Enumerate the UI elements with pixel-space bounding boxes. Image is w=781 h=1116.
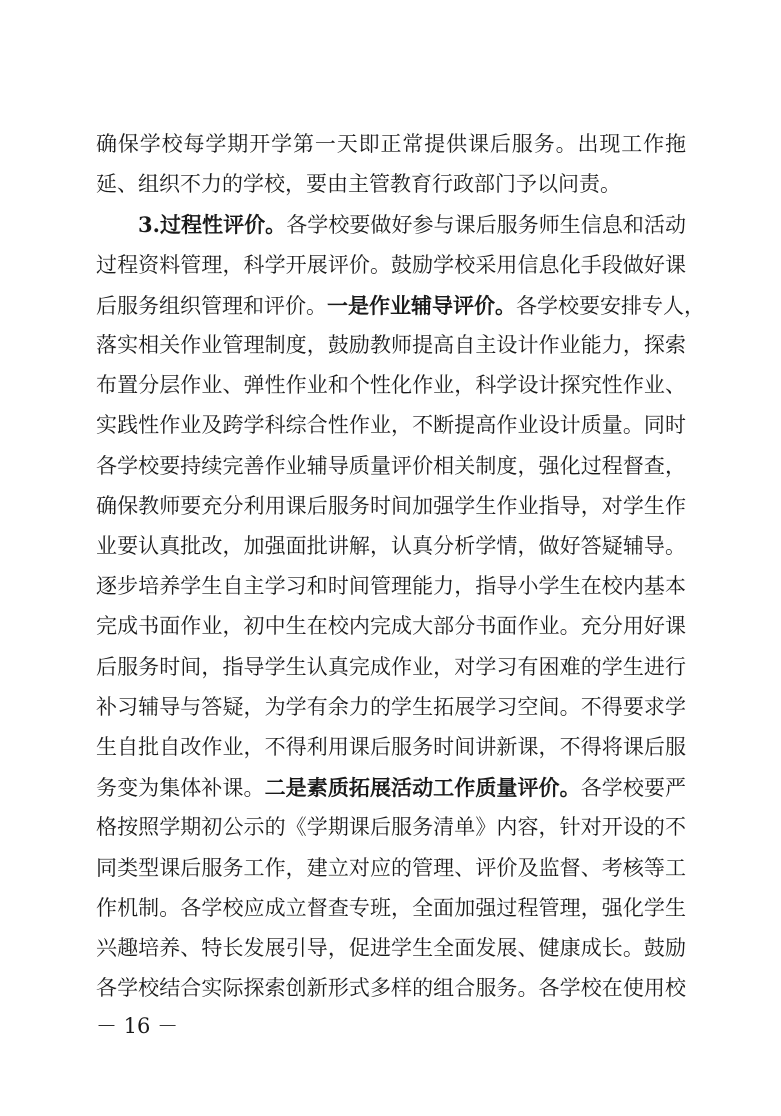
text-segment: 确保教师要充分利用课后服务时间加强学生作业指导，对学生作 <box>96 493 686 518</box>
text-line <box>96 849 686 889</box>
bold-heading-text: 一是作业辅导评价。 <box>327 292 516 318</box>
text-segment: 布置分层作业、弹性作业和个性化作业，科学设计探究性作业、 <box>96 373 686 398</box>
text-line <box>96 567 686 607</box>
text-segment: 延、组织不力的学校，要由主管教育行政部门予以问责。 <box>96 172 621 197</box>
text-line <box>96 246 686 286</box>
text-segment: 务变为集体补课。 <box>96 776 265 801</box>
text-line <box>96 969 686 1009</box>
text-line <box>96 286 705 326</box>
text-line <box>96 447 686 487</box>
text-line <box>96 808 686 848</box>
text-segment: 补习辅导与答疑，为学有余力的学生拓展学习空间。不得要求学 <box>96 694 686 719</box>
text-segment: 逐步培养学生自主学习和时间管理能力，指导小学生在校内基本 <box>96 574 686 599</box>
text-line <box>96 929 686 969</box>
text-segment: 各学校要持续完善作业辅导质量评价相关制度，强化过程督查， <box>96 453 686 478</box>
text-segment: 确保学校每学期开学第一天即正常提供课后服务。出现工作拖 <box>96 132 686 156</box>
text-line <box>138 205 686 245</box>
text-segment: 业要认真批改，加强面批讲解，认真分析学情，做好答疑辅导。 <box>96 534 686 558</box>
text-line <box>96 768 686 808</box>
text-line <box>96 487 686 527</box>
text-segment: 过程资料管理，科学开展评价。鼓励学校采用信息化手段做好课 <box>96 252 686 277</box>
text-line <box>96 406 686 446</box>
text-segment: 完成书面作业，初中生在校内完成大部分书面作业。充分用好课 <box>96 614 686 639</box>
text-line <box>96 728 686 768</box>
text-segment: 作机制。各学校应成立督查专班，全面加强过程管理，强化学生 <box>96 895 686 920</box>
text-line <box>96 125 686 165</box>
text-segment: 后服务时间，指导学生认真完成作业，对学习有困难的学生进行 <box>96 654 686 679</box>
text-segment: 实践性作业及跨学科综合性作业，不断提高作业设计质量。同时 <box>96 413 686 438</box>
text-segment: 各学校要严 <box>580 776 687 801</box>
bold-heading-text: 二是素质拓展活动工作质量评价。 <box>264 775 581 801</box>
text-segment: 兴趣培养、特长发展引导，促进学生全面发展、健康成长。鼓励 <box>96 936 686 960</box>
text-segment: 生自批自改作业，不得利用课后服务时间讲新课，不得将课后服 <box>96 735 686 759</box>
text-line <box>96 326 686 366</box>
text-line <box>96 527 686 567</box>
text-segment: 落实相关作业管理制度，鼓励教师提高自主设计作业能力，探索 <box>96 333 686 357</box>
text-segment: 各学校结合实际探索创新形式多样的组合服务。各学校在使用校 <box>96 976 686 1001</box>
page-number: － 16 － <box>96 1014 179 1038</box>
text-segment: 各学校要做好参与课后服务师生信息和活动 <box>286 213 686 238</box>
text-line <box>96 889 686 929</box>
text-segment: 各学校要安排专人， <box>516 293 705 318</box>
bold-heading-text: 3.过程性评价。 <box>138 212 287 238</box>
text-segment: 同类型课后服务工作，建立对应的管理、评价及监督、考核等工 <box>96 855 686 880</box>
text-segment: 格按照学期初公示的《学期课后服务清单》内容，针对开设的不 <box>96 815 686 840</box>
text-line <box>96 607 686 647</box>
text-line <box>96 648 686 688</box>
text-segment: 后服务组织管理和评价。 <box>96 293 327 318</box>
text-line <box>96 366 686 406</box>
text-line <box>96 165 686 205</box>
text-line <box>96 688 686 728</box>
